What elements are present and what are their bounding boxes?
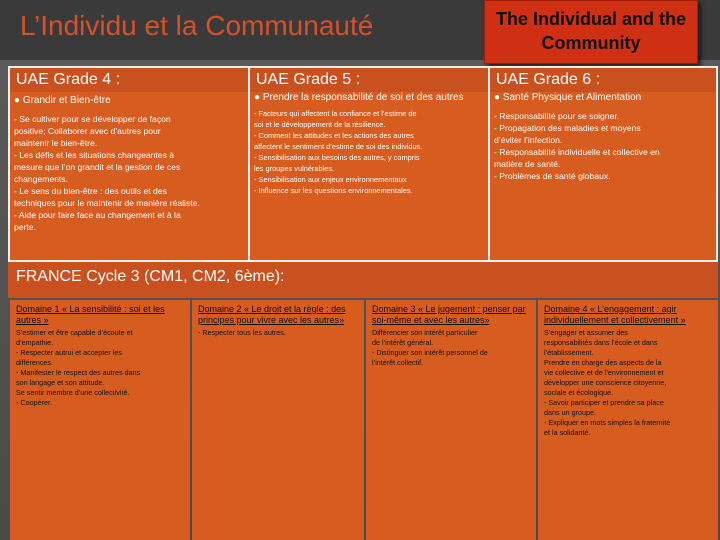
text-line: maintenir le bien-être. bbox=[14, 138, 98, 148]
text-line: - Sensibilisation aux besoins des autres, y compris bbox=[254, 153, 420, 162]
domain-4-text bbox=[544, 328, 714, 438]
text-line: soi et le développement de la résilience. bbox=[254, 120, 386, 129]
domain-3-column bbox=[366, 300, 536, 540]
text-line: responsabilités dans l’école et dans bbox=[544, 338, 658, 347]
text-line: - Les défis et les situations changeantes à bbox=[14, 150, 175, 160]
text-line: - Se cultiver pour se développer de façon bbox=[14, 114, 171, 124]
text-line: - Facteurs qui affectent la confiance et l’estime de bbox=[254, 109, 417, 118]
text-line: dans un groupe. bbox=[544, 408, 596, 417]
text-line: - Respecter tous les autres. bbox=[198, 328, 286, 337]
grade-6-bullet: ● Santé Physique et Alimentation bbox=[494, 92, 642, 103]
text-line: vie collective et de l’environnement et bbox=[544, 368, 664, 377]
text-line: - Expliquer en mots simples la fraternité bbox=[544, 418, 671, 427]
text-line: - Le sens du bien-être : des outils et des bbox=[14, 186, 167, 196]
text-line: changements. bbox=[14, 174, 68, 184]
text-line: - Manifester le respect des autres dans bbox=[16, 368, 141, 377]
text-line: Différencier son intérêt particulier bbox=[372, 328, 478, 337]
text-line: d’éviter l’infection. bbox=[494, 135, 563, 145]
text-line: - Distinguer son intérêt personnel de bbox=[372, 348, 488, 357]
text-line: l’intérêt collectif. bbox=[372, 358, 424, 367]
text-line: sociale et écologique. bbox=[544, 388, 614, 397]
domain-1-column bbox=[10, 300, 190, 540]
text-line: - Sensibilisation aux enjeux environnementaux bbox=[254, 175, 407, 184]
text-line: - Aide pour faire face au changement et à la bbox=[14, 210, 181, 220]
domain-1-title: Domaine 1 « La sensibilité : soi et les autres » bbox=[16, 304, 165, 325]
text-line: - Comment les attitudes et les actions des autres bbox=[254, 131, 414, 140]
text-line: S’estimer et être capable d’écoute et bbox=[16, 328, 133, 337]
text-line: - Influence sur les questions environnementales. bbox=[254, 186, 413, 195]
text-line: - Coopérer. bbox=[16, 398, 52, 407]
text-line: - Responsabilité individuelle et collective en bbox=[494, 147, 660, 157]
text-line: techniques pour le maintenir de manière réaliste. bbox=[14, 198, 200, 208]
text-line: - Respecter autrui et accepter les bbox=[16, 348, 122, 357]
domain-3-title: Domaine 3 « Le jugement : penser par soi-même et avec les autres» bbox=[372, 304, 526, 325]
domain-2-column bbox=[192, 300, 364, 540]
text-line: et la solidarité. bbox=[544, 428, 591, 437]
text-line: développer une conscience citoyenne, bbox=[544, 378, 667, 387]
grade-4-heading: UAE Grade 4 : bbox=[10, 68, 248, 92]
grade-5-bullet: ● Prendre la responsabilité de soi et des autres bbox=[254, 92, 464, 103]
domain-4-column bbox=[538, 300, 718, 540]
grade-6-heading: UAE Grade 6 : bbox=[490, 68, 716, 92]
text-line: son langage et son attitude. bbox=[16, 378, 105, 387]
text-line: - Propagation des maladies et moyens bbox=[494, 123, 641, 133]
text-line: perte. bbox=[14, 222, 36, 232]
text-line: matière de santé. bbox=[494, 159, 561, 169]
text-line: d’empathie. bbox=[16, 338, 54, 347]
text-line: l’établissement. bbox=[544, 348, 594, 357]
grade-6-content bbox=[490, 92, 716, 260]
text-line: positive; Collaborer avec d’autres pour bbox=[14, 126, 161, 136]
domain-2-text bbox=[198, 328, 360, 338]
english-title-box: The Individual and the Community bbox=[484, 0, 698, 64]
text-line: Prendre en charge des aspects de la bbox=[544, 358, 662, 367]
grade-4-content bbox=[10, 92, 248, 260]
grade-5-content bbox=[250, 92, 488, 260]
text-line: les groupes vulnérables. bbox=[254, 164, 335, 173]
text-line: différences. bbox=[16, 358, 54, 367]
grade-5-text bbox=[254, 108, 484, 196]
text-line: Se sentir membre d’une collectivité. bbox=[16, 388, 130, 397]
text-line: - Responsabilité pour se soigner. bbox=[494, 111, 620, 121]
text-line: mesure que l’on grandit et la gestion de ces bbox=[14, 162, 181, 172]
grade-6-text bbox=[494, 110, 712, 182]
text-line: de l’intérêt général. bbox=[372, 338, 434, 347]
slide-title: L’Individu et la Communauté bbox=[20, 10, 374, 41]
text-line: - Problèmes de santé globaux. bbox=[494, 171, 611, 181]
text-line: - Savoir participer et prendre sa place bbox=[544, 398, 664, 407]
text-line: S’engager et assumer des bbox=[544, 328, 628, 337]
domain-1-text bbox=[16, 328, 186, 408]
domain-3-text bbox=[372, 328, 532, 368]
grade-4-bullet: ● Grandir et Bien-être bbox=[14, 95, 111, 106]
grade-4-text bbox=[14, 113, 244, 233]
text-line: affectent le sentiment d’estime de soi des individus. bbox=[254, 142, 423, 151]
grade-5-heading: UAE Grade 5 : bbox=[250, 68, 488, 92]
domain-4-title: Domaine 4 « L’engagement : agir individuellement et collectivement » bbox=[544, 304, 686, 325]
domain-2-title: Domaine 2 « Le droit et la règle : des principes pour vivre avec les autres» bbox=[198, 304, 346, 325]
france-cycle-heading: FRANCE Cycle 3 (CM1, CM2, 6ème): bbox=[8, 262, 718, 298]
